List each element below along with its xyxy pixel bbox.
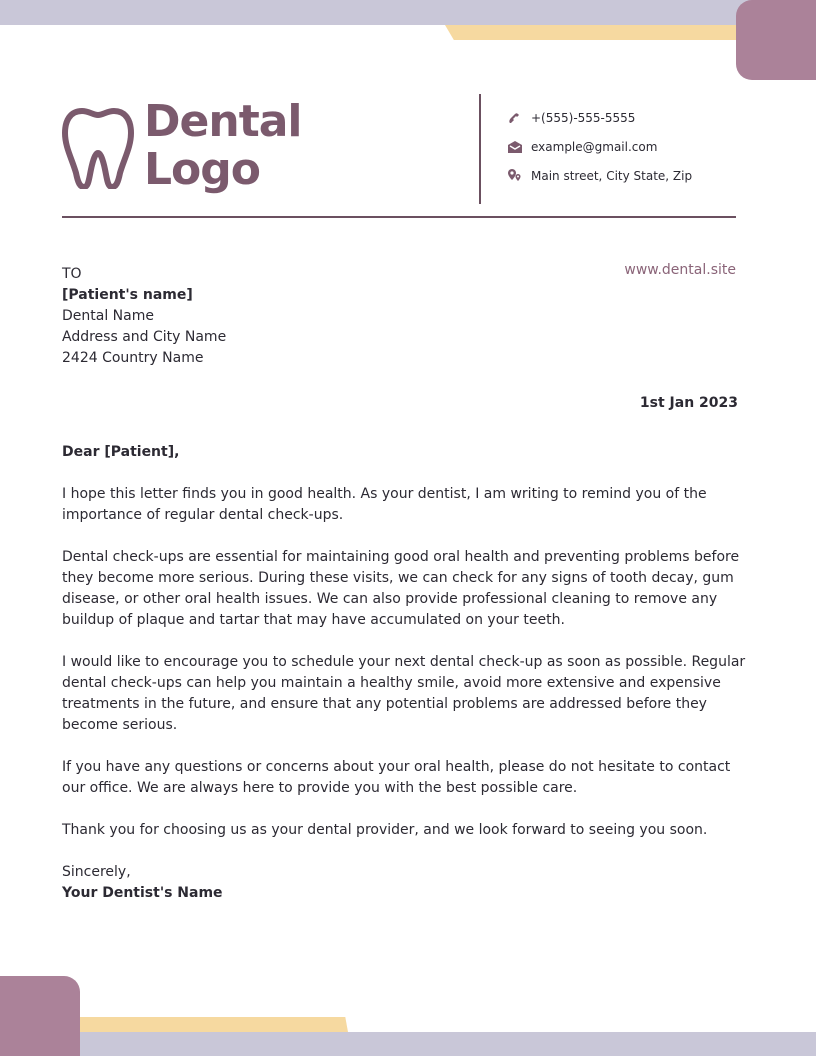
recipient-line-1: Dental Name bbox=[62, 308, 154, 324]
contact-email bbox=[507, 139, 657, 155]
map-pin-icon bbox=[507, 168, 523, 184]
recipient-line-3: 2424 Country Name bbox=[62, 350, 204, 366]
logo-wordmark bbox=[144, 98, 302, 194]
bottom-band bbox=[0, 1032, 816, 1056]
letter-body bbox=[62, 442, 752, 904]
mail-icon bbox=[507, 139, 523, 155]
phone-text: +(555)-555-5555 bbox=[531, 111, 636, 125]
logo-line-2: Logo bbox=[144, 144, 260, 195]
bottom-left-corner-block bbox=[0, 976, 80, 1056]
tooth-icon bbox=[62, 107, 134, 189]
paragraph-5: Thank you for choosing us as your dental provider, and we look forward to seeing you soon. bbox=[62, 822, 708, 838]
phone-icon bbox=[507, 110, 523, 126]
top-band bbox=[0, 0, 816, 25]
contact-address bbox=[507, 168, 692, 184]
logo-line-1: Dental bbox=[144, 96, 302, 147]
website-link[interactable]: www.dental.site bbox=[624, 262, 736, 278]
letter-date: 1st Jan 2023 bbox=[639, 395, 738, 411]
contact-phone bbox=[507, 110, 635, 126]
paragraph-4: If you have any questions or concerns about your oral health, please do not hesitate to contact our office. We are always here to provide you with the best possible care. bbox=[62, 759, 731, 796]
paragraph-1: I hope this letter finds you in good health. As your dentist, I am writing to remind you of the importance of regular dental check-ups. bbox=[62, 486, 707, 523]
header-horizontal-divider bbox=[62, 216, 736, 218]
closing: Sincerely, bbox=[62, 864, 131, 880]
paragraph-2: Dental check-ups are essential for maintaining good oral health and preventing problems before they become more serious. During these visits, we can check for any signs of tooth decay, gum disease, or other oral health issues. We can also provide professional cleaning to remove any buildup of plaque and tartar that may have accumulated on your teeth. bbox=[62, 549, 740, 628]
paragraph-3: I would like to encourage you to schedule your next dental check-up as soon as possible. Regular dental check-ups can help you maintain a healthy smile, avoid more extensive and expensive treatments in the future, and ensure that any potential problems are addressed before they become serious. bbox=[62, 654, 746, 733]
address-text: Main street, City State, Zip bbox=[531, 169, 693, 183]
recipient-block bbox=[62, 264, 226, 369]
top-right-corner-block bbox=[736, 0, 816, 80]
recipient-line-2: Address and City Name bbox=[62, 329, 227, 345]
bottom-accent-stripe bbox=[76, 1017, 348, 1032]
signature: Your Dentist's Name bbox=[62, 885, 223, 901]
header-vertical-divider bbox=[479, 94, 481, 204]
patient-name: [Patient's name] bbox=[62, 287, 193, 303]
greeting: Dear [Patient], bbox=[62, 444, 180, 460]
to-label: TO bbox=[62, 266, 82, 282]
email-text: example@gmail.com bbox=[531, 140, 658, 154]
top-accent-stripe bbox=[445, 25, 740, 40]
